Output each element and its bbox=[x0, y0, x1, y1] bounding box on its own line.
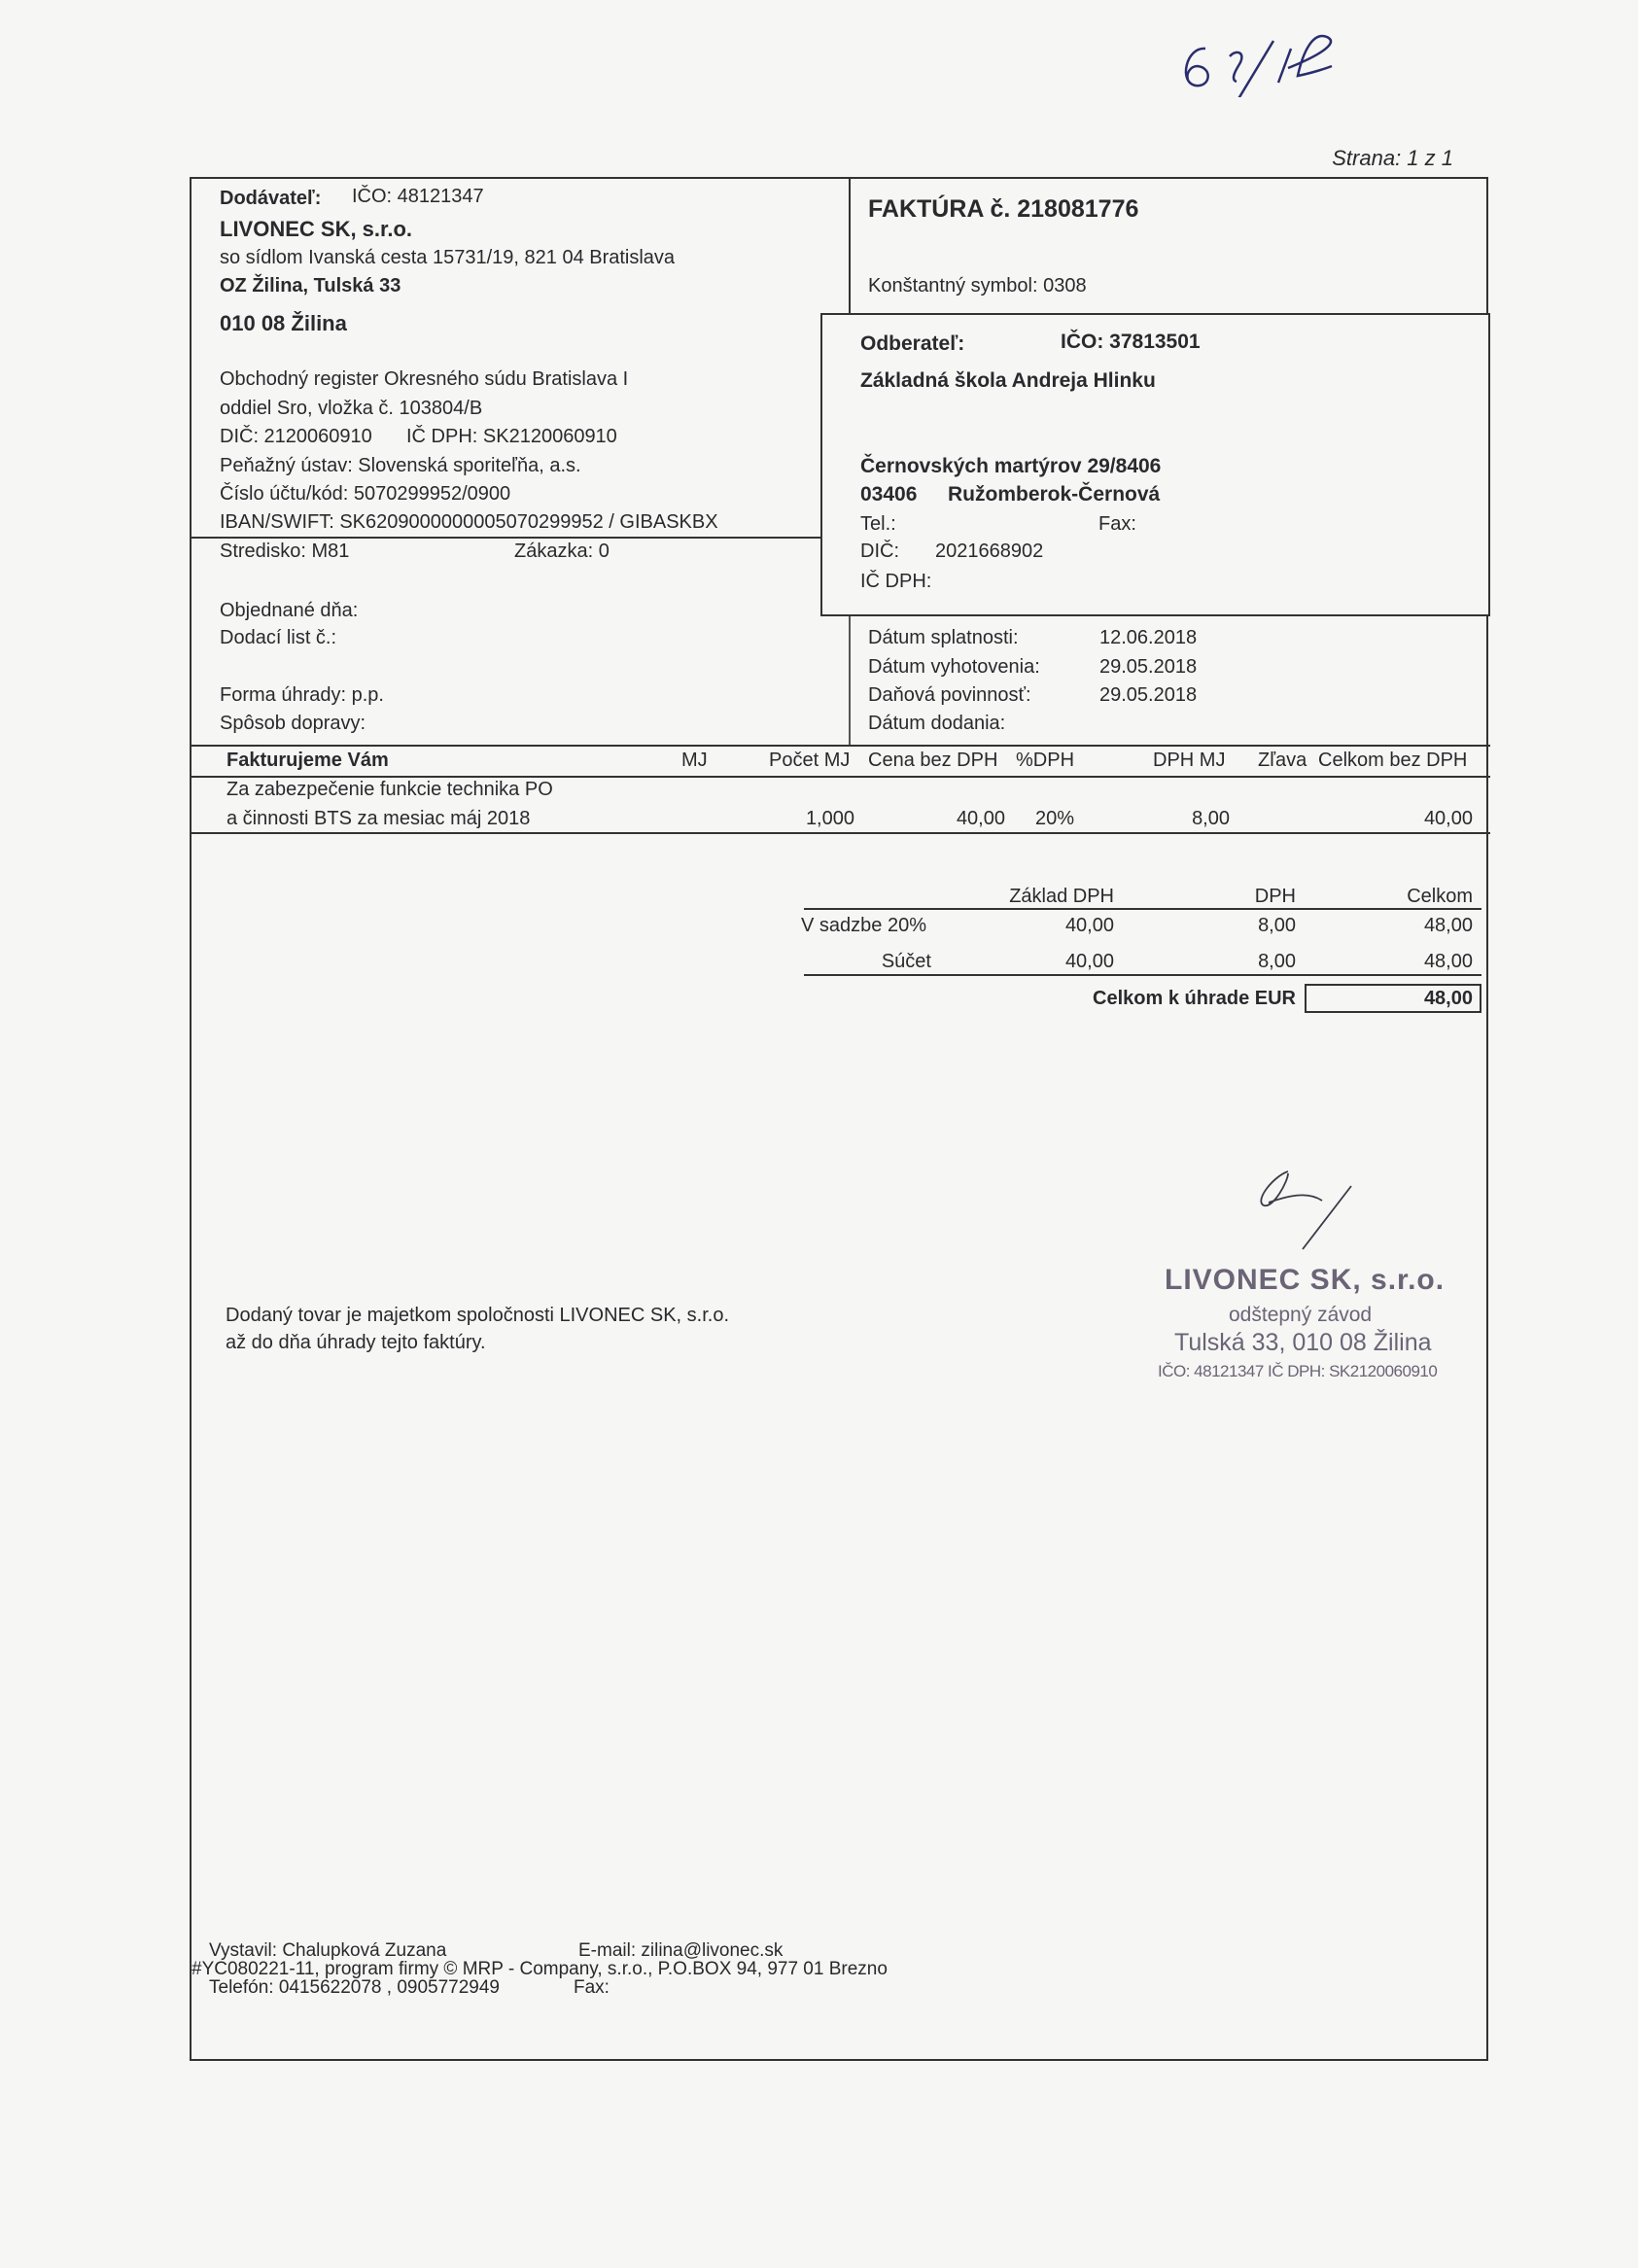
supplier-order: Zákazka: 0 bbox=[514, 541, 610, 562]
item-vat-unit: 8,00 bbox=[1192, 808, 1230, 829]
total-due-value: 48,00 bbox=[1423, 988, 1473, 1009]
ownership-note-2: až do dňa úhrady tejto faktúry. bbox=[226, 1332, 486, 1353]
item-vat-pct: 20% bbox=[1035, 808, 1075, 829]
col-description: Fakturujeme Vám bbox=[227, 750, 389, 771]
table-row-bottom bbox=[190, 832, 1490, 834]
supplier-ico: IČO: 48121347 bbox=[352, 186, 484, 207]
summary-header-vat: DPH bbox=[1254, 886, 1296, 907]
supplier-center: Stredisko: M81 bbox=[220, 541, 350, 562]
footer-fax: Fax: bbox=[574, 1977, 610, 1998]
col-vat-unit: DPH MJ bbox=[1153, 750, 1226, 771]
date-label-delivery: Dátum dodania: bbox=[868, 713, 1006, 734]
summary-sum-base: 40,00 bbox=[1064, 951, 1114, 972]
summary-rate-total: 48,00 bbox=[1423, 915, 1473, 936]
summary-line-2 bbox=[804, 974, 1481, 976]
total-due-label: Celkom k úhrade EUR bbox=[1093, 988, 1296, 1009]
stamp-name: LIVONEC SK, s.r.o. bbox=[1165, 1264, 1446, 1296]
supplier-iban: IBAN/SWIFT: SK6209000000005070299952 / GIBASKBX bbox=[220, 511, 718, 533]
supplier-seat: so sídlom Ivanská cesta 15731/19, 821 04 Bratislava bbox=[220, 247, 676, 268]
summary-sum-total: 48,00 bbox=[1423, 951, 1473, 972]
customer-dic: 2021668902 bbox=[935, 541, 1044, 562]
customer-zip: 03406 bbox=[860, 483, 918, 506]
summary-header-base: Základ DPH bbox=[1009, 886, 1114, 907]
col-total: Celkom bez DPH bbox=[1318, 750, 1468, 771]
footer-email: E-mail: zilina@livonec.sk bbox=[578, 1940, 784, 1961]
ownership-note-1: Dodaný tovar je majetkom spoločnosti LIVONEC SK, s.r.o. bbox=[226, 1305, 729, 1326]
summary-sum-label: Súčet bbox=[881, 951, 931, 972]
table-header-top bbox=[190, 745, 1490, 747]
item-qty: 1,000 bbox=[805, 808, 854, 829]
invoice-title: FAKTÚRA č. 218081776 bbox=[868, 195, 1139, 223]
signature bbox=[1235, 1162, 1371, 1259]
item-desc-2: a činnosti BTS za mesiac máj 2018 bbox=[227, 808, 531, 829]
customer-street: Černovských martýrov 29/8406 bbox=[860, 455, 1162, 477]
date-label-issued: Dátum vyhotovenia: bbox=[868, 656, 1040, 678]
supplier-bank: Peňažný ústav: Slovenská sporiteľňa, a.s. bbox=[220, 455, 581, 476]
date-label-due: Dátum splatnosti: bbox=[868, 627, 1019, 648]
supplier-register-2: oddiel Sro, vložka č. 103804/B bbox=[220, 398, 483, 419]
customer-fax: Fax: bbox=[1098, 513, 1136, 535]
col-discount: Zľava bbox=[1258, 750, 1307, 771]
item-price: 40,00 bbox=[956, 808, 1005, 829]
stamp-line-4: IČO: 48121347 IČ DPH: SK2120060910 bbox=[1158, 1362, 1438, 1380]
summary-sum-vat: 8,00 bbox=[1258, 951, 1296, 972]
transport-method: Spôsob dopravy: bbox=[220, 713, 366, 734]
footer-program: #YC080221-11, program firmy © MRP - Company, s.r.o., P.O.BOX 94, 977 01 Brezno bbox=[192, 1959, 888, 1979]
dates-divider bbox=[849, 616, 851, 745]
footer-issued-by: Vystavil: Chalupková Zuzana bbox=[209, 1940, 447, 1961]
handwritten-note bbox=[1167, 29, 1351, 97]
summary-line-1 bbox=[804, 908, 1481, 910]
summary-rate-vat: 8,00 bbox=[1258, 915, 1296, 936]
supplier-label: Dodávateľ: bbox=[220, 188, 322, 209]
customer-dic-label: DIČ: bbox=[860, 541, 899, 562]
supplier-dic: DIČ: 2120060910 bbox=[220, 426, 372, 447]
stamp-line-3: Tulská 33, 010 08 Žilina bbox=[1174, 1329, 1432, 1356]
summary-rate-base: 40,00 bbox=[1064, 915, 1114, 936]
customer-ico: IČO: 37813501 bbox=[1061, 331, 1201, 353]
footer-phone: Telefón: 0415622078 , 0905772949 bbox=[209, 1977, 500, 1998]
customer-name: Základná škola Andreja Hlinku bbox=[860, 369, 1156, 392]
supplier-city: 010 08 Žilina bbox=[220, 311, 347, 335]
summary-rate-label: V sadzbe 20% bbox=[801, 915, 926, 936]
ordered-date: Objednané dňa: bbox=[220, 600, 359, 621]
supplier-bottom-line bbox=[190, 537, 849, 539]
payment-method: Forma úhrady: p.p. bbox=[220, 684, 384, 706]
date-value-due: 12.06.2018 bbox=[1099, 627, 1198, 648]
customer-label: Odberateľ: bbox=[860, 332, 965, 355]
item-desc-1: Za zabezpečenie funkcie technika PO bbox=[227, 779, 553, 800]
supplier-icdph: IČ DPH: SK2120060910 bbox=[406, 426, 617, 447]
page-indicator: Strana: 1 z 1 bbox=[1332, 146, 1453, 170]
constant-symbol: Konštantný symbol: 0308 bbox=[868, 275, 1087, 297]
supplier-register-1: Obchodný register Okresného súdu Bratislava I bbox=[220, 368, 629, 390]
date-value-tax: 29.05.2018 bbox=[1099, 684, 1198, 706]
col-price: Cena bez DPH bbox=[868, 750, 998, 771]
col-qty: Počet MJ bbox=[769, 750, 851, 771]
item-total: 40,00 bbox=[1423, 808, 1473, 829]
col-vat-pct: %DPH bbox=[1016, 750, 1075, 771]
customer-tel: Tel.: bbox=[860, 513, 896, 535]
summary-header-total: Celkom bbox=[1407, 886, 1473, 907]
stamp-line-2: odštepný závod bbox=[1229, 1304, 1373, 1326]
customer-ico-label bbox=[1061, 331, 1201, 354]
date-value-issued: 29.05.2018 bbox=[1099, 656, 1198, 678]
delivery-note: Dodací list č.: bbox=[220, 627, 337, 648]
customer-icdph: IČ DPH: bbox=[860, 571, 932, 592]
supplier-name: LIVONEC SK, s.r.o. bbox=[220, 217, 413, 241]
header-divider bbox=[849, 177, 851, 313]
customer-city: Ružomberok-Černová bbox=[948, 483, 1161, 506]
date-label-tax: Daňová povinnosť: bbox=[868, 684, 1031, 706]
supplier-account: Číslo účtu/kód: 5070299952/0900 bbox=[220, 483, 511, 505]
supplier-branch: OZ Žilina, Tulská 33 bbox=[220, 275, 401, 297]
col-unit: MJ bbox=[681, 750, 708, 771]
